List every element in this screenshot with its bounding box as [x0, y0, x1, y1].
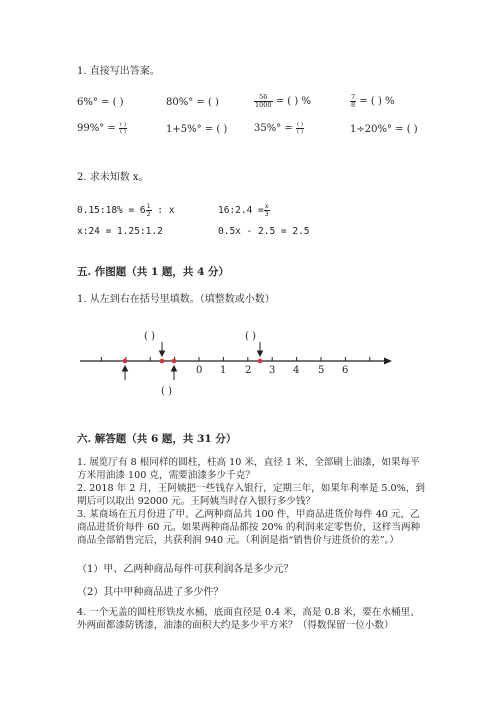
fraction-denominator: ( ) — [119, 129, 127, 135]
paren-bottom: ( ) — [161, 386, 172, 397]
q1-row1-d-tail: = ( ) % — [359, 96, 395, 107]
paren-top-right: ( ) — [245, 331, 256, 342]
tick-label-4: 4 — [293, 365, 300, 376]
fraction-denominator: 2 — [146, 210, 151, 218]
q1-row2-b: 1+5%° = ( ) — [166, 124, 228, 135]
red-marker — [123, 359, 128, 364]
tick-label-3: 3 — [269, 365, 276, 376]
red-marker — [258, 359, 263, 364]
fraction-denominator: 3 — [264, 210, 269, 218]
up-arrow-head — [172, 366, 177, 371]
problem-2: 2. 2018 年 2 月，王阿姨把一些钱存入银行，定期三年，如果年利率是 5.0%，到期后可以取出 92000 元。王阿姨当时存入银行多少钱？ — [77, 483, 425, 507]
tick-label-1: 1 — [220, 365, 227, 376]
problem-3: 3. 某商场在五月份进了甲、乙两种商品共 100 件，甲商品进货价每件 40 元，乙商品进货价每件 60 元。如果两种商品都按 20% 的利润来定零售价，这样当两种商品全部销售完后，共获利润 940 元。（利润是指“销售价与进货价的差”。） — [77, 509, 421, 546]
down-arrow-head — [258, 351, 263, 356]
problem-3-part2: （2）其中甲种商品进了多少件？ — [77, 587, 224, 598]
paren-top-left: ( ) — [144, 331, 155, 342]
q2-title: 2. 求未知数 x。 — [77, 172, 149, 183]
fraction-denominator: 8 — [351, 101, 356, 109]
problem-1: 1. 展览厅有 8 根同样的圆柱，柱高 10 米，直径 1 米，全部刷上油漆，如果每平方米用油漆 100 克，需要油漆多少千克？ — [77, 457, 420, 481]
q1-row1-b: 80%° = ( ) — [166, 97, 219, 108]
fraction-numerator: ( ) — [119, 122, 127, 128]
q1-row2-a-label: 99%° = — [77, 123, 116, 134]
tick-label-5: 5 — [318, 365, 325, 376]
problem-4: 4. 一个无盖的圆柱形铁皮水桶，底面直径是 0.4 米，高是 0.8 米，要在水桶里、外两面都漆防锈漆，油漆的面积大约是多少平方米？（得数保留一位小数） — [77, 607, 420, 631]
q2-eq1-pre: 0.15:18% = 6 — [77, 205, 146, 216]
fraction-numerator: ( ) — [296, 122, 304, 128]
red-marker — [160, 359, 165, 364]
q2-eq1-post: : x — [157, 205, 175, 216]
fraction-denominator: ( ) — [296, 129, 304, 135]
problem-3-part1: （1）甲、乙两种商品每件可获利润各是多少元？ — [77, 564, 294, 575]
q1-row1-a: 6%° = ( ) — [77, 97, 124, 108]
up-arrow-head — [123, 366, 128, 371]
fraction-numerator: x — [264, 202, 269, 210]
q2-eq2-pre: 16:2.4 = — [218, 205, 264, 216]
red-marker — [172, 359, 177, 364]
q1-row1-c-tail: = ( ) % — [275, 96, 311, 107]
down-arrow-head — [160, 351, 165, 356]
fraction-denominator: 1000 — [255, 101, 272, 109]
tick-label-6: 6 — [342, 365, 349, 376]
fraction-numerator: 56 — [254, 94, 273, 102]
section5-heading: 五. 作图题（共 1 题，共 4 分） — [77, 266, 230, 278]
section6-heading: 六. 解答题（共 6 题，共 31 分） — [77, 433, 237, 445]
q1-title: 1. 直接写出答案。 — [77, 66, 160, 77]
tick-label-0: 0 — [196, 365, 203, 376]
number-line-arrowhead — [384, 358, 392, 365]
q2-eq3: x:24 = 1.25:1.2 — [77, 226, 163, 237]
q1-row2-c-label: 35%° = — [254, 123, 293, 134]
q2-eq4: 0.5x - 2.5 = 2.5 — [218, 226, 310, 237]
q1-row2-d: 1÷20%° = ( ) — [350, 124, 418, 135]
tick-label-2: 2 — [245, 365, 252, 376]
fraction-numerator: 7 — [351, 93, 356, 101]
fraction-numerator: 1 — [146, 202, 151, 210]
section5-q1: 1. 从左到右在括号里填数。（填整数或小数） — [77, 294, 275, 305]
